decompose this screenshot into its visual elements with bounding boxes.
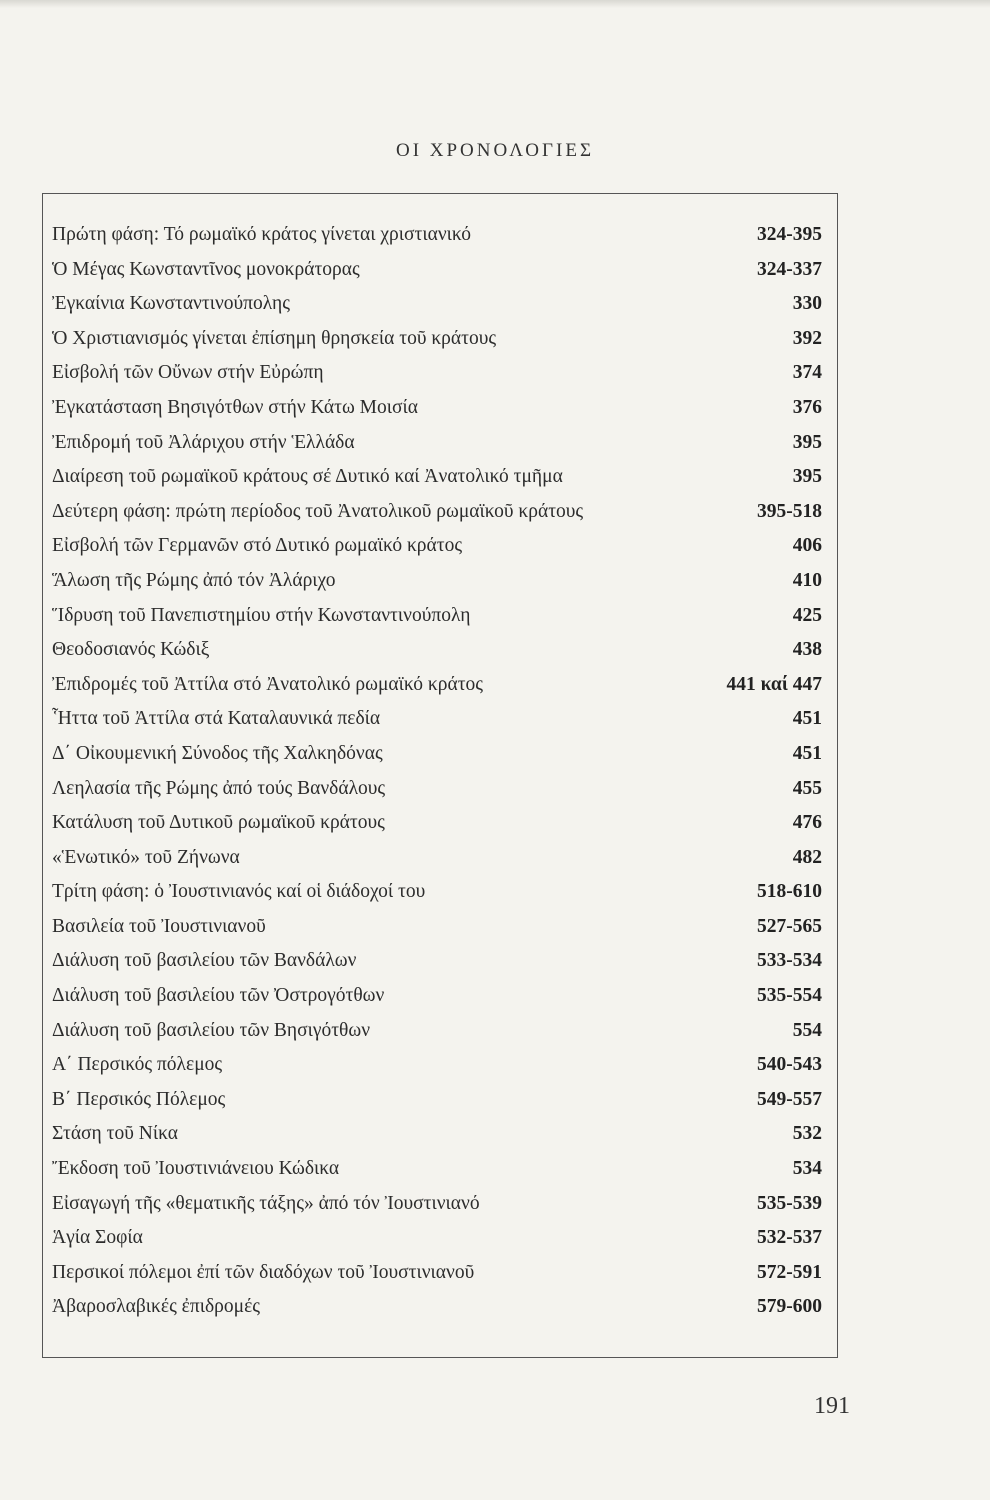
chronology-row (52, 737, 822, 772)
chronology-row (52, 772, 822, 807)
chronology-date: 324-337 (757, 258, 822, 280)
chronology-row (52, 702, 822, 737)
chronology-event: Δ΄ Οἰκουμενική Σύνοδος τῆς Χαλκηδόνας (52, 742, 383, 764)
chronology-event: Ἐπιδρομές τοῦ Ἀττίλα στό Ἀνατολικό ρωμαϊκό κράτος (52, 673, 483, 695)
chronology-event: Πρώτη φάση: Τό ρωμαϊκό κράτος γίνεται χριστιανικό (52, 224, 472, 245)
chronology-date: 554 (792, 1019, 822, 1041)
chronology-date: 451 (792, 708, 822, 730)
chronology-event: Διάλυση τοῦ βασιλείου τῶν Ὀστρογότθων (52, 985, 385, 1007)
chronology-event: Λεηλασία τῆς Ρώμης ἀπό τούς Βανδάλους (52, 777, 386, 799)
chronology-event: Εἰσβολή τῶν Γερμανῶν στό Δυτικό ρωμαϊκό κράτος (52, 535, 463, 557)
chronology-date: 579-600 (757, 1296, 822, 1318)
chronology-date: 376 (792, 396, 822, 418)
chronology-date: 527-565 (757, 915, 822, 937)
chronology-event: Θεοδοσιανός Κώδιξ (52, 639, 210, 661)
chronology-row (52, 495, 822, 530)
chronology-event: Ἔκδοση τοῦ Ἰουστινιάνειου Κώδικα (52, 1158, 340, 1180)
chronology-date: 324-395 (757, 224, 822, 245)
chronology-date: 451 (792, 742, 822, 764)
chronology-date: 392 (792, 327, 822, 349)
chronology-row (52, 426, 822, 461)
chronology-row (52, 460, 822, 495)
chronology-row (52, 910, 822, 945)
chronology-date: 549-557 (757, 1088, 822, 1110)
chronology-date: 482 (792, 846, 822, 868)
chronology-date: 395 (792, 431, 822, 453)
chronology-event: Α΄ Περσικός πόλεμος (52, 1054, 223, 1076)
chronology-event: Ἅλωση τῆς Ρώμης ἀπό τόν Ἀλάριχο (52, 569, 336, 591)
chronology-date: 534 (792, 1158, 822, 1180)
chronology-event: Ἧττα τοῦ Ἀττίλα στά Καταλαυνικά πεδία (52, 708, 381, 730)
chronology-row (52, 668, 822, 703)
chronology-date: 572-591 (757, 1261, 822, 1283)
chronology-date: 476 (792, 812, 822, 834)
chronology-row (52, 1290, 822, 1325)
chronology-date: 395-518 (757, 500, 822, 522)
chronology-row (52, 944, 822, 979)
chronology-date: 533-534 (757, 950, 822, 972)
chronology-event: Εἰσαγωγή τῆς «θεματικῆς τάξης» ἀπό τόν Ἰουστινιανό (52, 1192, 480, 1214)
chronology-row (52, 529, 822, 564)
chronology-date: 441 καί 447 (726, 673, 822, 695)
chronology-row (52, 1014, 822, 1049)
chronology-row (52, 253, 822, 288)
chronology-date: 518-610 (757, 881, 822, 903)
chronology-row (52, 1117, 822, 1152)
chronology-row (52, 391, 822, 426)
chronology-date: 535-539 (757, 1192, 822, 1214)
chronology-event: Τρίτη φάση: ὁ Ἰουστινιανός καί οἱ διάδοχοί του (52, 881, 426, 903)
chronology-row (52, 1152, 822, 1187)
chronology-row (52, 322, 822, 357)
chronology-event: Ἁγία Σοφία (52, 1227, 143, 1249)
page-number: 191 (814, 1393, 850, 1419)
chronology-date: 374 (792, 362, 822, 384)
chronology-row (52, 1083, 822, 1118)
chronology-event: Εἰσβολή τῶν Οὔνων στήν Εὐρώπη (52, 362, 324, 384)
chronology-date: 395 (792, 466, 822, 488)
chronology-event: Ἐγκατάσταση Βησιγότθων στήν Κάτω Μοισία (52, 396, 418, 418)
chronology-row (52, 599, 822, 634)
chronology-event: Διάλυση τοῦ βασιλείου τῶν Βησιγότθων (52, 1019, 371, 1041)
chronology-event: Διάλυση τοῦ βασιλείου τῶν Βανδάλων (52, 950, 357, 972)
chronology-row (52, 841, 822, 876)
chronology-date: 532 (792, 1123, 822, 1145)
chronology-row (52, 1221, 822, 1256)
chronology-date: 330 (792, 293, 822, 315)
chronology-row (52, 356, 822, 391)
chronology-event: Ἵδρυση τοῦ Πανεπιστημίου στήν Κωνσταντινούπολη (52, 604, 471, 626)
page-title: ΟΙ ΧΡΟΝΟΛΟΓΙΕΣ (395, 140, 595, 161)
chronology-row (52, 1256, 822, 1291)
chronology-row (52, 218, 822, 253)
chronology-event: Δεύτερη φάση: πρώτη περίοδος τοῦ Ἀνατολικοῦ ρωμαϊκοῦ κράτους (52, 500, 584, 522)
chronology-row (52, 1187, 822, 1222)
chronology-row (52, 1048, 822, 1083)
chronology-event: Διαίρεση τοῦ ρωμαϊκοῦ κράτους σέ Δυτικό καί Ἀνατολικό τμῆμα (52, 466, 563, 488)
chronology-row (52, 806, 822, 841)
chronology-event: Κατάλυση τοῦ Δυτικοῦ ρωμαϊκοῦ κράτους (52, 812, 385, 834)
chronology-event: Ὁ Χριστιανισμός γίνεται ἐπίσημη θρησκεία τοῦ κράτους (52, 327, 497, 349)
chronology-event: Στάση τοῦ Νίκα (52, 1123, 178, 1145)
chronology-date: 425 (792, 604, 822, 626)
chronology-event: «Ἑνωτικό» τοῦ Ζήνωνα (52, 846, 240, 868)
chronology-date: 532-537 (757, 1227, 822, 1249)
chronology-event: Περσικοί πόλεμοι ἐπί τῶν διαδόχων τοῦ Ἰουστινιανοῦ (52, 1261, 475, 1283)
chronology-event: Ἐπιδρομή τοῦ Ἀλάριχου στήν Ἑλλάδα (52, 431, 355, 453)
chronology-event: Βασιλεία τοῦ Ἰουστινιανοῦ (52, 915, 266, 937)
chronology-row (52, 287, 822, 322)
chronology-list (52, 218, 822, 1325)
chronology-date: 406 (792, 535, 822, 557)
chronology-date: 410 (792, 569, 822, 591)
chronology-row (52, 979, 822, 1014)
chronology-row (52, 875, 822, 910)
chronology-row (52, 564, 822, 599)
page-top-edge (0, 0, 990, 8)
chronology-date: 455 (792, 777, 822, 799)
chronology-date: 438 (792, 639, 822, 661)
chronology-event: Ἀβαροσλαβικές ἐπιδρομές (52, 1296, 260, 1318)
chronology-event: Ἐγκαίνια Κωνσταντινούπολης (52, 293, 290, 315)
chronology-date: 540-543 (757, 1054, 822, 1076)
chronology-event: Ὁ Μέγας Κωνσταντῖνος μονοκράτορας (52, 258, 360, 280)
chronology-date: 535-554 (757, 985, 822, 1007)
chronology-event: Β΄ Περσικός Πόλεμος (52, 1088, 226, 1110)
chronology-row (52, 633, 822, 668)
